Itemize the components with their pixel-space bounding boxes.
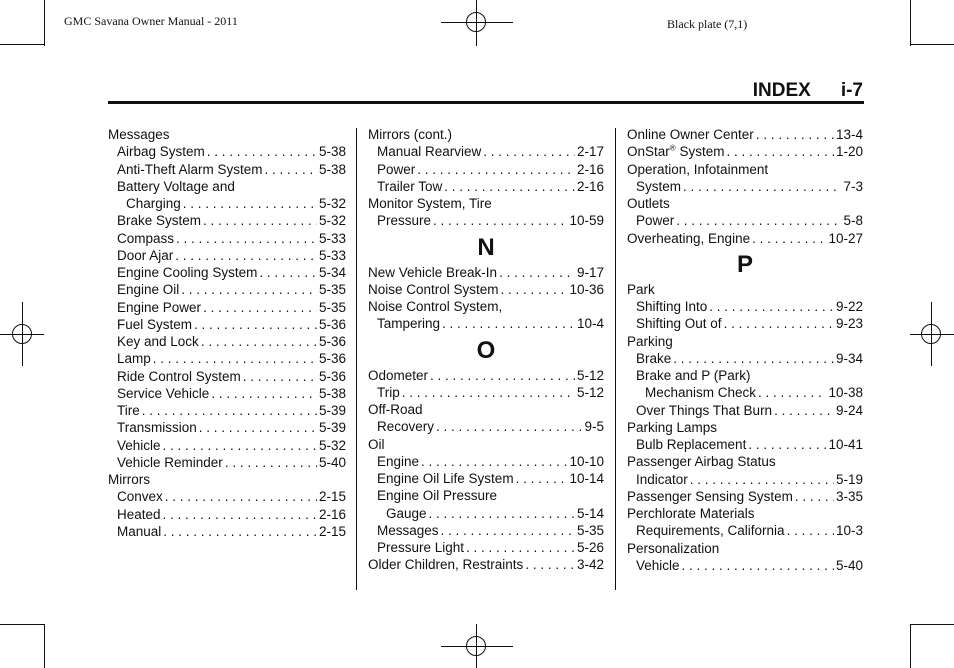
- entry-term: Noise Control System: [368, 281, 499, 297]
- entry-page: 5-38: [318, 144, 346, 160]
- entry-term: Messages: [108, 127, 170, 142]
- dot-leader: [417, 161, 575, 178]
- dot-leader: [265, 161, 317, 178]
- dot-leader: [153, 350, 317, 367]
- letter-heading: O: [476, 336, 496, 364]
- entry-term: Park: [627, 281, 655, 297]
- entry-term: Transmission: [117, 420, 197, 436]
- entry-term: Trailer Tow: [377, 178, 443, 194]
- entry-term: Manual Rearview: [377, 144, 482, 160]
- dot-leader: [756, 126, 834, 143]
- entry-term-text: OnStar: [627, 144, 670, 160]
- entry-page: 5-12: [576, 367, 604, 383]
- dot-leader: [402, 384, 575, 401]
- entry-term: Over Things That Burn: [636, 402, 773, 418]
- entry-page: 3-42: [576, 557, 604, 573]
- entry-page: 5-12: [576, 384, 604, 400]
- dot-leader: [429, 505, 575, 522]
- index-entry: [108, 316, 346, 333]
- index-entry: [627, 195, 863, 212]
- entry-page: 2-17: [576, 144, 604, 160]
- index-entry: [108, 281, 346, 298]
- index-entry: [108, 212, 346, 229]
- entry-page: 5-38: [318, 385, 346, 401]
- entry-term: Personalization: [627, 540, 720, 556]
- index-entry: [368, 556, 604, 573]
- entry-term: Engine: [377, 453, 420, 469]
- index-entry: [108, 419, 346, 436]
- index-entry: [627, 143, 863, 160]
- entry-term: Off-Road: [368, 402, 423, 417]
- dot-leader: [211, 385, 317, 402]
- entry-page: 5-39: [318, 420, 346, 436]
- entry-term: Gauge: [386, 505, 427, 521]
- dot-leader: [444, 178, 575, 195]
- index-entry: [627, 453, 863, 470]
- index-entry: [368, 470, 604, 487]
- entry-page: 10-14: [569, 471, 604, 486]
- index-entry: [627, 557, 863, 574]
- index-entry: [368, 298, 604, 315]
- index-entry: [108, 385, 346, 402]
- entry-page: 9-22: [835, 299, 863, 314]
- index-entry: [368, 384, 604, 401]
- entry-term: Engine Power: [117, 299, 202, 315]
- entry-page: 5-32: [318, 196, 346, 211]
- entry-term: Charging: [126, 196, 181, 211]
- entry-page: 7-3: [843, 178, 863, 194]
- dot-leader: [430, 367, 575, 384]
- entry-page: 10-10: [569, 453, 604, 469]
- index-entry: [108, 178, 346, 195]
- entry-page: 2-16: [576, 178, 604, 194]
- section-title: INDEX: [752, 80, 811, 101]
- entry-term: Vehicle: [636, 557, 680, 573]
- index-entry: [368, 178, 604, 195]
- entry-page: 5-35: [318, 299, 346, 315]
- dot-leader: [499, 264, 575, 281]
- entry-page: 5-35: [576, 522, 604, 538]
- index-entry: [108, 264, 346, 281]
- entry-page: 5-8: [843, 213, 863, 229]
- index-entry: [627, 350, 863, 367]
- dot-leader: [683, 178, 841, 195]
- entry-term: Convex: [117, 489, 163, 505]
- column-divider: [615, 128, 616, 590]
- dot-leader: [682, 557, 834, 574]
- entry-term: Mechanism Check: [645, 385, 757, 401]
- index-entry: [108, 402, 346, 419]
- entry-page: 5-39: [318, 403, 346, 418]
- entry-term: Mirrors: [108, 472, 150, 487]
- entry-page: 10-3: [835, 523, 863, 539]
- dot-leader: [466, 539, 575, 556]
- entry-term: New Vehicle Break-In: [368, 264, 498, 280]
- index-entry: [108, 299, 346, 316]
- dot-leader: [163, 523, 317, 540]
- dot-leader: [516, 470, 568, 487]
- letter-heading: N: [477, 233, 495, 261]
- index-entry: [108, 488, 346, 505]
- dot-leader: [501, 281, 568, 298]
- dot-leader: [676, 212, 841, 229]
- index-entry: [627, 230, 863, 247]
- index-entry: [627, 505, 863, 522]
- document-title: GMC Savana Owner Manual - 2011: [64, 14, 238, 28]
- dot-leader: [436, 418, 582, 435]
- index-entry: [368, 522, 604, 539]
- dot-leader: [752, 230, 826, 247]
- entry-term: Bulb Replacement: [636, 437, 747, 452]
- entry-term: Messages: [377, 522, 439, 538]
- index-entry: [108, 350, 346, 367]
- entry-term: Door Ajar: [117, 247, 174, 263]
- entry-page: 5-32: [318, 213, 346, 229]
- entry-term: Lamp: [117, 351, 151, 367]
- entry-term: Vehicle: [117, 437, 161, 453]
- index-entry: [108, 523, 346, 540]
- entry-page: 9-5: [584, 419, 604, 435]
- entry-term: Requirements, California: [636, 523, 785, 539]
- index-column-2: [368, 126, 604, 574]
- entry-page: 5-19: [835, 471, 863, 487]
- index-entry: [627, 333, 863, 350]
- entry-term: Engine Oil Life System: [377, 471, 514, 486]
- dot-leader: [163, 506, 317, 523]
- entry-page: 9-23: [835, 316, 863, 332]
- dot-leader: [175, 247, 317, 264]
- index-entry: [627, 540, 863, 557]
- index-entry: [627, 298, 863, 315]
- dot-leader: [673, 350, 834, 367]
- dot-leader: [525, 556, 575, 573]
- entry-term: Key and Lock: [117, 334, 199, 349]
- dot-leader: [243, 368, 317, 385]
- entry-page: 10-59: [569, 213, 604, 229]
- entry-page: 3-35: [835, 488, 863, 504]
- index-entry: [368, 212, 604, 229]
- entry-page: 5-34: [318, 265, 346, 280]
- entry-page: 2-15: [318, 523, 346, 539]
- index-entry: [368, 315, 604, 332]
- entry-page: 5-40: [318, 454, 346, 470]
- entry-page: 5-36: [318, 351, 346, 367]
- entry-term: Pressure Light: [377, 540, 465, 555]
- index-column-1: [108, 126, 346, 540]
- entry-term: Vehicle Reminder: [117, 454, 223, 470]
- index-entry: [627, 471, 863, 488]
- entry-term: Engine Oil Pressure: [377, 488, 498, 504]
- index-entry: [627, 281, 863, 298]
- dot-leader: [163, 437, 317, 454]
- index-entry: [108, 195, 346, 212]
- index-entry: [627, 367, 863, 384]
- entry-page: 5-26: [576, 540, 604, 555]
- entry-term: Tampering: [377, 316, 441, 332]
- dot-leader: [207, 143, 317, 160]
- entry-term: Mirrors (cont.): [368, 127, 452, 142]
- index-entry: [627, 402, 863, 419]
- entry-page: 9-17: [576, 264, 604, 280]
- plate-label: Black plate (7,1): [667, 17, 748, 31]
- entry-term: Airbag System: [117, 144, 205, 160]
- index-entry: [108, 126, 346, 143]
- entry-page: 5-33: [318, 247, 346, 263]
- entry-term: Indicator: [636, 471, 688, 487]
- entry-term: Power: [636, 213, 675, 229]
- entry-term: Heated: [117, 506, 161, 522]
- dot-leader: [142, 402, 317, 419]
- index-entry: [368, 401, 604, 418]
- dot-leader: [203, 299, 317, 316]
- index-entry: [368, 505, 604, 522]
- dot-leader: [421, 453, 567, 470]
- entry-page: 5-40: [835, 557, 863, 573]
- entry-term: Noise Control System,: [368, 299, 503, 314]
- entry-term: Parking Lamps: [627, 419, 718, 435]
- dot-leader: [225, 454, 317, 471]
- entry-term: Trip: [377, 384, 400, 400]
- entry-term: Power: [377, 161, 416, 177]
- entry-term: Oil: [368, 436, 385, 452]
- dot-leader: [709, 298, 834, 315]
- entry-term: Odometer: [368, 367, 429, 383]
- index-entry: [368, 487, 604, 504]
- entry-term: Anti-Theft Alarm System: [117, 161, 263, 177]
- entry-page: 1-20: [835, 144, 863, 160]
- entry-term: Shifting Out of: [636, 316, 722, 332]
- dot-leader: [433, 212, 567, 229]
- index-entry: [368, 126, 604, 143]
- entry-term: Operation, Infotainment: [627, 161, 769, 177]
- entry-term: Compass: [117, 230, 175, 246]
- dot-leader: [442, 315, 575, 332]
- entry-term: Battery Voltage and: [117, 178, 235, 194]
- dot-leader: [165, 488, 317, 505]
- index-column-3: [627, 126, 863, 574]
- entry-term: Recovery: [377, 419, 435, 435]
- index-entry: [108, 471, 346, 488]
- index-entry: [627, 315, 863, 332]
- entry-term: Shifting Into: [636, 299, 708, 314]
- entry-term: Online Owner Center: [627, 127, 754, 142]
- entry-page: 2-15: [318, 489, 346, 505]
- dot-leader: [748, 436, 826, 453]
- entry-term: Service Vehicle: [117, 385, 210, 401]
- dot-leader: [199, 419, 317, 436]
- entry-page: 5-32: [318, 437, 346, 453]
- index-entry: [108, 161, 346, 178]
- column-divider: [356, 128, 357, 590]
- entry-term: Engine Cooling System: [117, 265, 258, 280]
- entry-term: Manual: [117, 523, 162, 539]
- entry-term: Ride Control System: [117, 368, 241, 384]
- index-entry: [108, 368, 346, 385]
- entry-page: 5-36: [318, 368, 346, 384]
- section-heading: [753, 80, 863, 102]
- entry-term: Monitor System, Tire: [368, 196, 492, 211]
- entry-term-text: System: [675, 144, 725, 160]
- dot-leader: [690, 471, 834, 488]
- index-entry: [627, 419, 863, 436]
- index-entry: [368, 281, 604, 298]
- dot-leader: [201, 333, 317, 350]
- index-entry: [627, 178, 863, 195]
- index-entry: [108, 333, 346, 350]
- index-entry: [627, 384, 863, 401]
- entry-page: 2-16: [576, 161, 604, 177]
- index-entry: [108, 247, 346, 264]
- entry-term: [627, 143, 724, 160]
- index-entry: [368, 418, 604, 435]
- entry-page: 5-36: [318, 334, 346, 349]
- index-entry: [368, 195, 604, 212]
- entry-term: System: [636, 178, 682, 194]
- index-entry: [627, 126, 863, 143]
- entry-term: Parking: [627, 333, 673, 349]
- header-rule: [108, 101, 864, 104]
- entry-page: 2-16: [318, 506, 346, 522]
- registered-mark: ®: [669, 143, 676, 153]
- entry-term: Passenger Airbag Status: [627, 454, 776, 470]
- index-entry: [627, 212, 863, 229]
- entry-term: Brake: [636, 350, 672, 366]
- index-entry: [108, 506, 346, 523]
- entry-term: Perchlorate Materials: [627, 506, 755, 521]
- entry-page: 10-41: [828, 437, 863, 452]
- dot-leader: [724, 315, 834, 332]
- entry-term: Brake and P (Park): [636, 368, 751, 383]
- index-entry: [627, 161, 863, 178]
- dot-leader: [758, 384, 826, 401]
- dot-leader: [441, 522, 575, 539]
- page-number: i-7: [840, 80, 863, 101]
- entry-term: Tire: [117, 403, 140, 418]
- dot-leader: [194, 316, 317, 333]
- entry-term: Pressure: [377, 213, 432, 229]
- dot-leader: [787, 522, 834, 539]
- index-entry: [108, 230, 346, 247]
- index-entry: [368, 453, 604, 470]
- entry-term: Fuel System: [117, 316, 193, 332]
- entry-page: 5-36: [318, 316, 346, 332]
- dot-leader: [181, 281, 317, 298]
- index-entry: [368, 143, 604, 160]
- dot-leader: [483, 143, 575, 160]
- entry-page: 10-38: [828, 385, 863, 401]
- entry-term: Overheating, Engine: [627, 230, 751, 246]
- entry-page: 9-24: [835, 402, 863, 418]
- entry-page: 5-38: [318, 161, 346, 177]
- entry-page: 5-14: [576, 505, 604, 521]
- entry-page: 10-36: [569, 281, 604, 297]
- index-entry: [108, 454, 346, 471]
- entry-page: 13-4: [835, 127, 863, 142]
- dot-leader: [203, 212, 317, 229]
- entry-term: Outlets: [627, 196, 670, 211]
- index-entry: [108, 437, 346, 454]
- entry-term: Brake System: [117, 213, 202, 229]
- entry-term: Engine Oil: [117, 282, 180, 298]
- dot-leader: [774, 402, 834, 419]
- entry-page: 5-35: [318, 282, 346, 298]
- dot-leader: [726, 143, 834, 160]
- entry-page: 10-4: [576, 316, 604, 332]
- index-entry: [627, 522, 863, 539]
- entry-page: 10-27: [828, 230, 863, 246]
- entry-page: 5-33: [318, 230, 346, 246]
- index-entry: [627, 488, 863, 505]
- dot-leader: [176, 230, 317, 247]
- dot-leader: [795, 488, 834, 505]
- index-entry: [368, 161, 604, 178]
- entry-term: Older Children, Restraints: [368, 557, 524, 573]
- entry-page: 9-34: [835, 350, 863, 366]
- dot-leader: [259, 264, 317, 281]
- index-entry: [368, 436, 604, 453]
- letter-heading: P: [736, 250, 753, 278]
- index-entry: [368, 367, 604, 384]
- index-entry: [108, 143, 346, 160]
- index-entry: [368, 264, 604, 281]
- entry-term: Passenger Sensing System: [627, 488, 793, 504]
- index-entry: [627, 436, 863, 453]
- dot-leader: [183, 195, 317, 212]
- index-entry: [368, 539, 604, 556]
